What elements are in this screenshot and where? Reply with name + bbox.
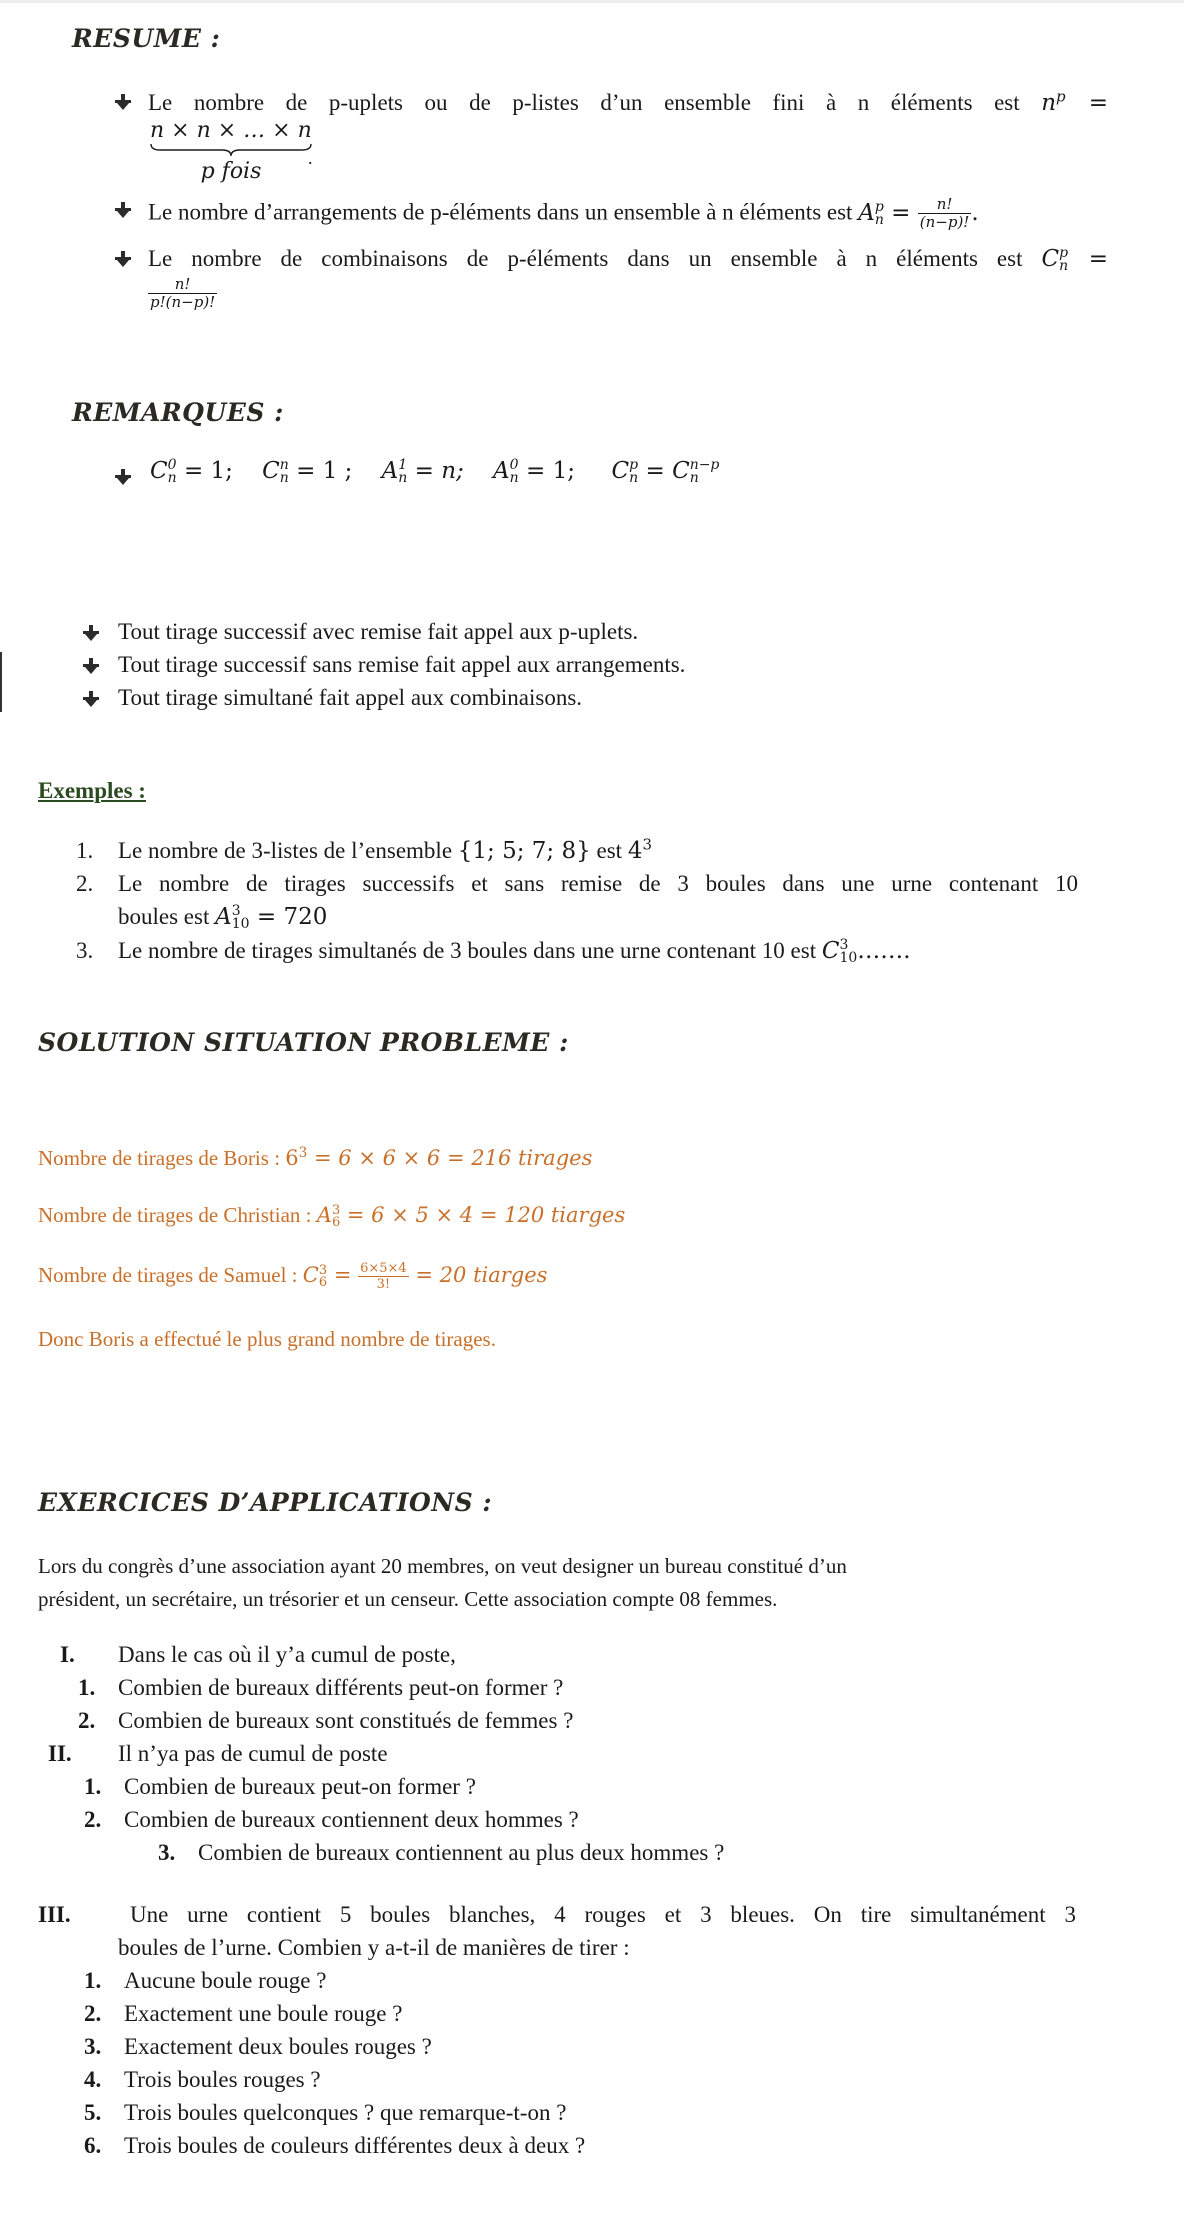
arrow-down-bullet-icon — [82, 690, 100, 708]
formula-equals: = — [333, 1263, 352, 1287]
formula-rhs: = 1; — [183, 458, 233, 484]
part-3-q2-number: 2. — [84, 2001, 102, 2026]
samuel-label: Nombre de tirages de Samuel : — [38, 1263, 298, 1287]
trailing-dots: ……. — [857, 938, 911, 964]
formula-equals: = — [1088, 246, 1108, 272]
remarque-item-2: Tout tirage successif sans remise fait appel aux arrangements. — [118, 652, 686, 677]
part-2-number: II. — [48, 1741, 72, 1766]
part-1-title: Dans le cas où il y’a cumul de poste, — [118, 1642, 456, 1667]
power-base: 4 — [627, 838, 643, 864]
exercices-intro-line-1: Lors du congrès d’une association ayant 20 membres, on veut designer un bureau constitué d’un — [38, 1554, 847, 1578]
part-2-q2-number: 2. — [84, 1807, 102, 1832]
formula-equals: = — [891, 199, 911, 226]
example-1-power — [627, 835, 652, 864]
example-2-line-1: Le nombre de tirages successifs et sans remise de 3 boules dans une urne contenant 10 — [118, 871, 1078, 896]
part-1-q1: Combien de bureaux différents peut-on former ? — [118, 1675, 564, 1700]
superscript-p: p — [874, 198, 884, 215]
subscript: 10 — [231, 916, 250, 932]
symbol-A: A — [381, 458, 399, 484]
superscript: p — [629, 457, 639, 473]
power-base: 6 — [285, 1146, 299, 1170]
subscript: n — [629, 470, 639, 486]
combination-fraction — [148, 276, 217, 311]
superscript: n — [279, 457, 289, 473]
superscript: 3 — [231, 903, 241, 919]
product-expression: n × n × … × n — [150, 118, 312, 143]
superscript: 0 — [509, 457, 519, 473]
superscript: n−p — [689, 457, 720, 473]
part-2-q3: Combien de bureaux contiennent au plus deux hommes ? — [198, 1840, 725, 1865]
exemples-heading: Exemples : — [38, 778, 146, 803]
example-3 — [118, 936, 911, 966]
arrow-down-bullet-icon — [82, 624, 100, 642]
christian-result: = 6 × 5 × 4 = 120 tiarges — [346, 1203, 626, 1227]
resume-item-2 — [148, 196, 1158, 231]
formula-n-power-p — [1041, 87, 1109, 116]
part-3-q5-number: 5. — [84, 2100, 102, 2125]
formula-rhs: = 1 ; — [296, 458, 353, 484]
superscript: 3 — [318, 1262, 328, 1278]
remarque-item-3: Tout tirage simultané fait appel aux combinaisons. — [118, 685, 583, 710]
part-3-q3-number: 3. — [84, 2034, 102, 2059]
example-2-line-2 — [118, 902, 327, 932]
solution-heading: SOLUTION SITUATION PROBLEME : — [38, 1028, 569, 1057]
part-3-q4: Trois boules rouges ? — [124, 2067, 321, 2092]
formula-equals: = — [645, 458, 665, 484]
part-2-q1-number: 1. — [84, 1774, 102, 1799]
symbol-C: C — [302, 1263, 319, 1287]
underbrace-label: p fois — [200, 159, 262, 184]
formula-symmetry — [612, 458, 720, 484]
subscript: n — [279, 470, 289, 486]
fraction-denominator: (n−p)! — [919, 213, 970, 231]
fraction — [918, 196, 972, 231]
part-2-q1: Combien de bureaux peut-on former ? — [124, 1774, 476, 1799]
symbol-C: C — [262, 458, 280, 484]
part-3-q6-number: 6. — [84, 2133, 102, 2158]
part-3-line-2: boules de l’urne. Combien y a-t-il de manières de tirer : — [118, 1935, 630, 1960]
part-3-q2: Exactement une boule rouge ? — [124, 2001, 403, 2026]
superscript: 3 — [331, 1202, 341, 1218]
resume-item-1-text: Le nombre de p-uplets ou de p-listes d’un ensemble fini à n éléments est — [148, 90, 1020, 115]
example-1 — [118, 836, 652, 866]
resume-item-1 — [148, 88, 1108, 118]
subscript: n — [398, 470, 408, 486]
superscript-p: p — [1059, 245, 1069, 261]
symbol-C: C — [672, 458, 690, 484]
formula-value: = 720 — [256, 904, 328, 930]
remarques-formulas — [150, 458, 719, 485]
part-3-q3: Exactement deux boules rouges ? — [124, 2034, 432, 2059]
solution-christian — [38, 1200, 625, 1230]
symbol-C: C — [611, 458, 630, 484]
samuel-result: = 20 tiarges — [415, 1263, 548, 1287]
example-2-number: 2. — [76, 871, 94, 896]
subscript: n — [167, 470, 177, 486]
top-divider — [0, 0, 1184, 3]
symbol-A: A — [858, 199, 875, 226]
subscript: n — [689, 470, 699, 486]
solution-conclusion: Donc Boris a effectué le plus grand nombre de tirages. — [38, 1327, 496, 1351]
subscript: n — [509, 470, 519, 486]
part-2-title: Il n’ya pas de cumul de poste — [118, 1741, 388, 1766]
part-3-q5: Trois boules quelconques ? que remarque-t-on ? — [124, 2100, 567, 2125]
part-3-q4-number: 4. — [84, 2067, 102, 2092]
symbol-C: C — [821, 938, 840, 964]
example-3-formula — [822, 938, 911, 964]
arrow-down-bullet-icon — [114, 201, 132, 219]
resume-item-3-text: Le nombre de combinaisons de p-éléments dans un ensemble à n éléments est — [148, 246, 1023, 271]
example-1-number: 1. — [76, 838, 94, 863]
fraction-numerator: 6×5×4 — [360, 1261, 407, 1276]
christian-label: Nombre de tirages de Christian : — [38, 1203, 312, 1227]
example-1-set: {1; 5; 7; 8} — [457, 838, 591, 864]
arrow-down-bullet-icon — [82, 657, 100, 675]
part-1-q2: Combien de bureaux sont constitués de femmes ? — [118, 1708, 574, 1733]
part-1-number: I. — [60, 1642, 75, 1667]
fraction-numerator: n! — [174, 275, 191, 293]
example-2-text: boules est — [118, 904, 210, 929]
left-margin-bar — [0, 652, 2, 712]
part-3-q1: Aucune boule rouge ? — [124, 1968, 327, 1993]
example-1-est: est — [596, 838, 623, 863]
subscript: 10 — [839, 950, 858, 966]
remarques-heading: REMARQUES : — [72, 398, 284, 427]
samuel-formula — [302, 1261, 548, 1292]
underbrace-product — [150, 118, 312, 184]
formula-rhs: = n; — [414, 458, 464, 484]
power-exponent: 3 — [642, 835, 652, 854]
subscript-n: n — [1059, 258, 1069, 274]
arrow-down-bullet-icon — [114, 93, 132, 111]
fraction-denominator: p!(n−p)! — [150, 293, 216, 311]
symbol-A: A — [215, 904, 232, 930]
fraction-numerator: n! — [936, 195, 953, 213]
resume-item-3 — [148, 244, 1108, 274]
samuel-fraction — [358, 1261, 409, 1292]
superscript: 3 — [839, 937, 849, 953]
part-3-q1-number: 1. — [84, 1968, 102, 1993]
part-1-q1-number: 1. — [78, 1675, 96, 1700]
part-3-number: III. — [38, 1902, 71, 1927]
arrow-down-bullet-icon — [114, 468, 132, 486]
exercices-heading: EXERCICES D’APPLICATIONS : — [38, 1488, 493, 1517]
part-2-q2: Combien de bureaux contiennent deux hommes ? — [124, 1807, 579, 1832]
exercices-intro-line-2: président, un secrétaire, un trésorier et un censeur. Cette association compte 08 femmes. — [38, 1587, 778, 1611]
christian-formula — [316, 1202, 626, 1230]
subscript: 6 — [318, 1274, 328, 1290]
solution-samuel — [38, 1260, 547, 1292]
boris-result: = 6 × 6 × 6 = 216 tirages — [314, 1146, 593, 1170]
superscript: 0 — [167, 457, 177, 473]
formula-Cn0 — [150, 458, 233, 484]
symbol-C: C — [1041, 246, 1060, 272]
remarque-item-1: Tout tirage successif avec remise fait appel aux p-uplets. — [118, 619, 639, 644]
formula-arrangements: A p n = $\frac{n!}{(n-p)!}$ . — [858, 195, 979, 231]
formula-base: n — [1041, 90, 1057, 116]
formula-exponent: p — [1056, 87, 1066, 106]
example-2-formula — [215, 904, 327, 930]
formula-Cnn — [262, 458, 352, 484]
solution-boris — [38, 1143, 592, 1173]
formula-rhs: = 1; — [526, 458, 575, 484]
boris-formula — [285, 1146, 592, 1170]
example-3-number: 3. — [76, 938, 94, 963]
formula-combinations — [1042, 246, 1109, 272]
symbol-A: A — [316, 1203, 332, 1227]
example-1-text: Le nombre de 3-listes de l’ensemble — [118, 838, 453, 863]
resume-heading: RESUME : — [72, 24, 221, 53]
product-dot: . — [308, 148, 313, 168]
example-3-text: Le nombre de tirages simultanés de 3 boules dans une urne contenant 10 est — [118, 938, 817, 963]
fraction-denominator: 3! — [358, 1276, 409, 1292]
formula-An1 — [382, 458, 464, 484]
part-1-q2-number: 2. — [78, 1708, 96, 1733]
formula-An0 — [493, 458, 575, 484]
symbol-A: A — [493, 458, 510, 484]
underbrace-icon — [150, 143, 312, 157]
resume-item-2-text: Le nombre d’arrangements de p-éléments dans un ensemble à n éléments est — [148, 199, 853, 225]
part-3-q6: Trois boules de couleurs différentes deux à deux ? — [124, 2133, 586, 2158]
boris-label: Nombre de tirages de Boris : — [38, 1146, 281, 1170]
symbol-C: C — [150, 458, 168, 484]
superscript: 1 — [398, 457, 408, 473]
formula-equals: = — [1088, 90, 1109, 116]
subscript: 6 — [331, 1214, 341, 1230]
subscript-n: n — [874, 211, 884, 228]
part-2-q3-number: 3. — [158, 1840, 176, 1865]
power-exponent: 3 — [298, 1145, 308, 1161]
part-3-line-1: Une urne contient 5 boules blanches, 4 rouges et 3 bleues. On tire simultanément 3 — [130, 1902, 1076, 1927]
arrow-down-bullet-icon — [114, 250, 132, 268]
